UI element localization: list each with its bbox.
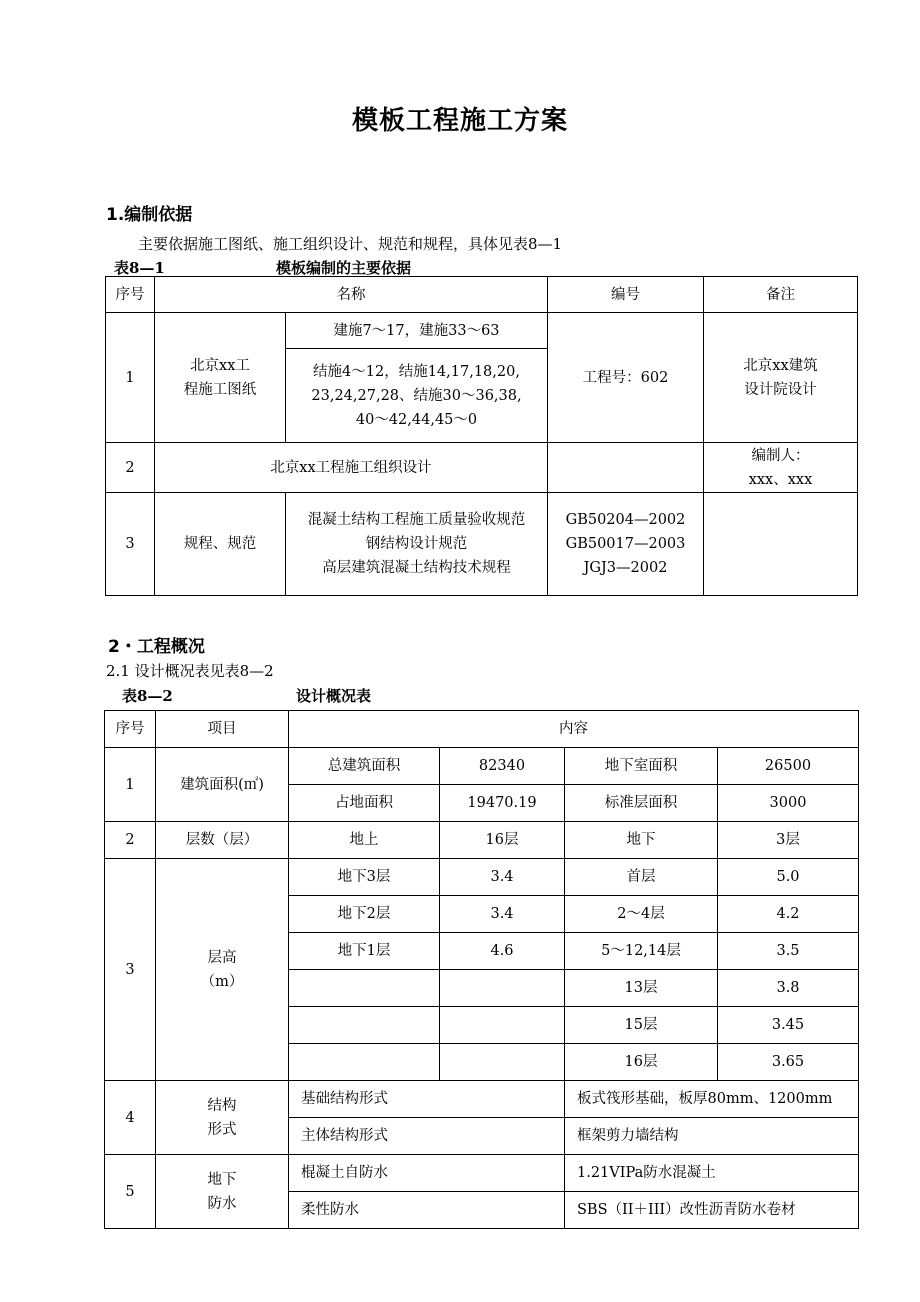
- r2-item: 层数（层）: [156, 822, 289, 859]
- table-cell: [289, 970, 440, 1007]
- section1-intro: 主要依据施工图纸、施工组织设计、规范和规程，具体见表8—1: [138, 235, 563, 253]
- table-cell: 1.21VIPa防水混凝土: [565, 1155, 859, 1192]
- r4-no: 4: [105, 1081, 156, 1155]
- row1-item-b: 结施4～12，结施14,17,18,20, 23,24,27,28、结施30～36,38, 40～42,44,45～0: [286, 349, 548, 443]
- table-cell: 基础结构形式: [289, 1081, 565, 1118]
- table-cell: 3.65: [718, 1044, 859, 1081]
- header-note: 备注: [704, 277, 858, 313]
- table-cell: 地下1层: [289, 933, 440, 970]
- page-title: 模板工程施工方案: [351, 106, 568, 136]
- table-cell: 2～4层: [565, 896, 718, 933]
- header-name: 名称: [155, 277, 548, 313]
- table-cell: 板式筏形基础，板厚80mm、1200mm: [565, 1081, 859, 1118]
- table-cell: 主体结构形式: [289, 1118, 565, 1155]
- table-cell: 3.5: [718, 933, 859, 970]
- row1-code: 工程号：602: [548, 313, 704, 443]
- basis-table: [105, 276, 858, 596]
- table-cell: 82340: [440, 748, 565, 785]
- r2-no: 2: [105, 822, 156, 859]
- table1-title: 模板编制的主要依据: [276, 259, 412, 277]
- table-cell: [440, 1044, 565, 1081]
- row1-name: 北京xx工 程施工图纸: [155, 313, 286, 443]
- header-code: 编号: [548, 277, 704, 313]
- table-cell: 13层: [565, 970, 718, 1007]
- row3-name: 规程、规范: [155, 493, 286, 596]
- r3-no: 3: [105, 859, 156, 1081]
- table-cell: 棍凝土自防水: [289, 1155, 565, 1192]
- table2-number: 表8—2: [122, 687, 173, 705]
- row1-item-a: 建施7～17，建施33～63: [286, 313, 548, 349]
- header-content: 内容: [289, 711, 859, 748]
- table-cell: 3000: [718, 785, 859, 822]
- table-cell: [440, 1007, 565, 1044]
- section2-heading: 2・工程概况: [108, 637, 205, 657]
- r3-item: 层高 （m）: [156, 859, 289, 1081]
- table-cell: 地上: [289, 822, 440, 859]
- table-cell: 3.8: [718, 970, 859, 1007]
- table-cell: 框架剪力墙结构: [565, 1118, 859, 1155]
- table-cell: 地下: [565, 822, 718, 859]
- table-cell: 4.6: [440, 933, 565, 970]
- r5-item: 地下 防水: [156, 1155, 289, 1229]
- table2-title: 设计概况表: [296, 687, 372, 705]
- table-cell: 标准层面积: [565, 785, 718, 822]
- row2-note: 编制人： xxx、xxx: [704, 443, 858, 493]
- table-cell: 占地面积: [289, 785, 440, 822]
- table-cell: SBS（II＋III）改性沥青防水卷材: [565, 1192, 859, 1229]
- r1-item: 建筑面积(㎡): [156, 748, 289, 822]
- table-cell: 15层: [565, 1007, 718, 1044]
- row2-no: 2: [106, 443, 155, 493]
- r4-item: 结构 形式: [156, 1081, 289, 1155]
- table-cell: 3层: [718, 822, 859, 859]
- row3-no: 3: [106, 493, 155, 596]
- table-cell: 16层: [440, 822, 565, 859]
- r1-no: 1: [105, 748, 156, 822]
- table-cell: [289, 1044, 440, 1081]
- table-cell: 16层: [565, 1044, 718, 1081]
- table-cell: 地下3层: [289, 859, 440, 896]
- table-cell: 柔性防水: [289, 1192, 565, 1229]
- header-no: 序号: [106, 277, 155, 313]
- table-cell: 地下室面积: [565, 748, 718, 785]
- row1-note: 北京xx建筑 设计院设计: [704, 313, 858, 443]
- table-cell: 3.4: [440, 896, 565, 933]
- table-cell: 26500: [718, 748, 859, 785]
- table-cell: 5.0: [718, 859, 859, 896]
- row3-codes: GB50204—2002 GB50017—2003 JGJ3—2002: [548, 493, 704, 596]
- section2-sub: 2.1 设计概况表见表8—2: [106, 662, 274, 680]
- row1-no: 1: [106, 313, 155, 443]
- row2-code: [548, 443, 704, 493]
- header-item: 项目: [156, 711, 289, 748]
- header-no: 序号: [105, 711, 156, 748]
- table-cell: [289, 1007, 440, 1044]
- table-cell: 3.45: [718, 1007, 859, 1044]
- table-cell: 4.2: [718, 896, 859, 933]
- table-cell: 3.4: [440, 859, 565, 896]
- table-cell: 地下2层: [289, 896, 440, 933]
- table-cell: [440, 970, 565, 1007]
- table-cell: 首层: [565, 859, 718, 896]
- table-cell: 19470.19: [440, 785, 565, 822]
- section1-heading: 1.编制依据: [106, 205, 193, 225]
- design-overview-table: [104, 710, 859, 1229]
- r5-no: 5: [105, 1155, 156, 1229]
- table-cell: 总建筑面积: [289, 748, 440, 785]
- row3-items: 混凝土结构工程施工质量验收规范 钢结构设计规范 高层建筑混凝土结构技术规程: [286, 493, 548, 596]
- table1-number: 表8—1: [114, 259, 165, 277]
- row2-name: 北京xx工程施工组织设计: [155, 443, 548, 493]
- table-cell: 5～12,14层: [565, 933, 718, 970]
- row3-note: [704, 493, 858, 596]
